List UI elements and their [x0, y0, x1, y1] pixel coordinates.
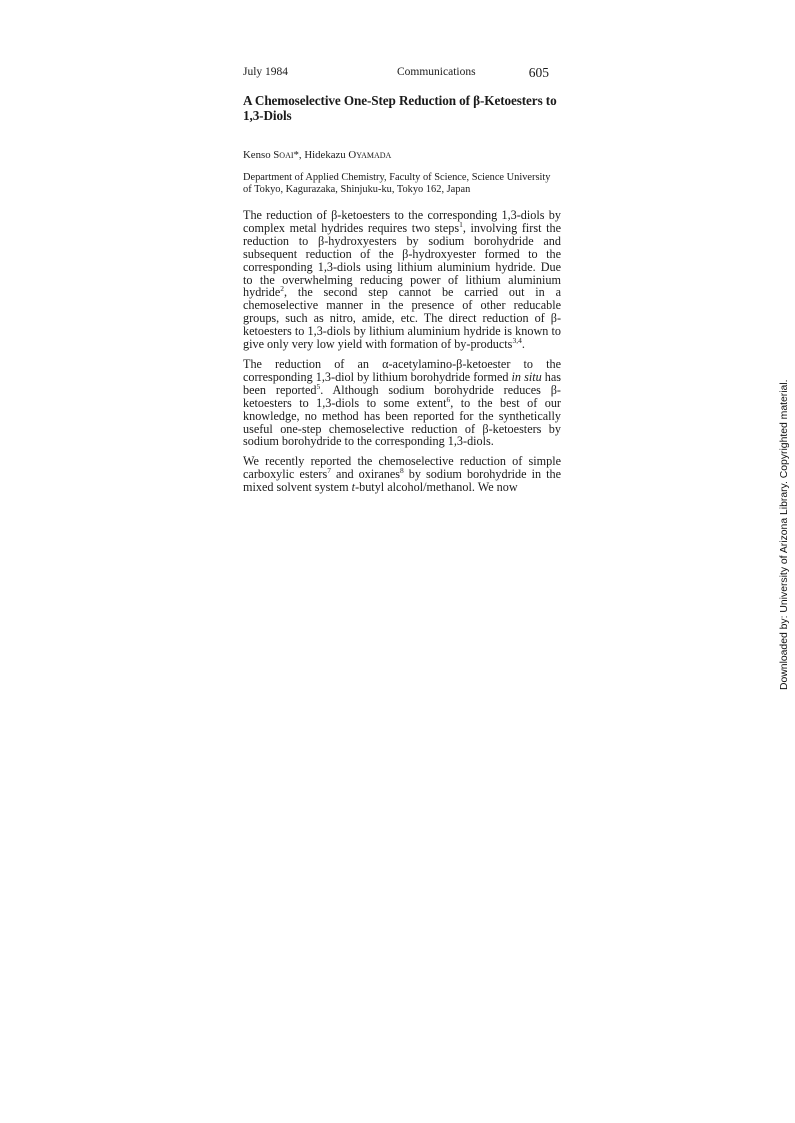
paragraph-2: [243, 358, 561, 448]
running-header: [243, 66, 549, 82]
header-date: July 1984: [243, 66, 289, 78]
italic-term: in situ: [511, 369, 542, 384]
article: [243, 93, 561, 501]
author-separator: *, Hidekazu: [293, 149, 349, 161]
article-body: [243, 209, 561, 494]
citation-ref: 5: [316, 381, 321, 391]
paragraph-text: .: [521, 337, 525, 352]
author-first-name: Kenso: [243, 149, 274, 161]
article-title: A Chemoselective One-Step Reduction of β-Ketoesters to 1,3-Diols: [243, 93, 557, 123]
paragraph-text: We recently reported the chemoselective reduction of simple carboxylic esters: [243, 454, 561, 482]
affiliation: Department of Applied Chemistry, Faculty of Science, Science University of Tokyo, Kagurazaka, Shinjuku-ku, Tokyo 162, Japan: [243, 172, 551, 195]
paragraph-text: , the second step cannot be carried out in a chemoselective manner in the presence of other reducable groups, such as nitro, amide, etc. The direct reduction of β-ketoesters to 1,3-diols by lithium aluminium hydride is known to give only very low yield with formation of by-products: [243, 285, 561, 352]
paragraph-text: -butyl alcohol/methanol. We now: [355, 480, 518, 495]
citation-ref: 2: [280, 284, 284, 294]
paragraph-text: . Although sodium borohydride reduces β-ketoesters to 1,3-diols to some extent: [243, 382, 561, 410]
citation-ref: 6: [446, 394, 451, 404]
paragraph-text: , involving first the reduction to β-hydroxyesters by sodium borohydride and subsequent reduction of the β-hydroxyester formed to the corresponding 1,3-diols using lithium aluminium hydride. Due to the overwhelming reducing power of lithium aluminium hydride: [243, 220, 561, 300]
paragraph-text: The reduction of an α-acetylamino-β-ketoester to the corresponding 1,3-diol by lithium borohydride formed: [243, 356, 561, 384]
paragraph-text: and oxiranes: [330, 467, 400, 482]
author-line: [243, 148, 561, 162]
paragraph-text: has been reported: [243, 369, 561, 397]
citation-ref: 3,4: [512, 336, 522, 345]
paragraph-1: [243, 209, 561, 351]
header-page-number: 605: [528, 65, 549, 80]
paragraph-text: by sodium borohydride in the mixed solvent system: [243, 467, 562, 495]
download-notice: Downloaded by: University of Arizona Library. Copyrighted material.: [779, 379, 790, 690]
author-second-surname: Oyamada: [348, 149, 392, 161]
paragraph-text: , to the best of our knowledge, no method has been reported for the synthetically useful one-step chemoselective reduction of β-ketoesters by sodium borohydride to the corresponding 1,3-diols.: [243, 395, 561, 449]
paragraph-3: [243, 455, 561, 494]
author-first-surname: Soai: [273, 149, 294, 161]
citation-ref: 7: [327, 466, 331, 476]
paragraph-text: The reduction of β-ketoesters to the corresponding 1,3-diols by complex metal hydrides requires two steps: [243, 208, 561, 235]
header-section: Communications: [397, 66, 476, 78]
italic-term: t: [351, 480, 356, 495]
citation-ref: 8: [399, 466, 404, 476]
citation-ref: 1: [459, 219, 463, 229]
